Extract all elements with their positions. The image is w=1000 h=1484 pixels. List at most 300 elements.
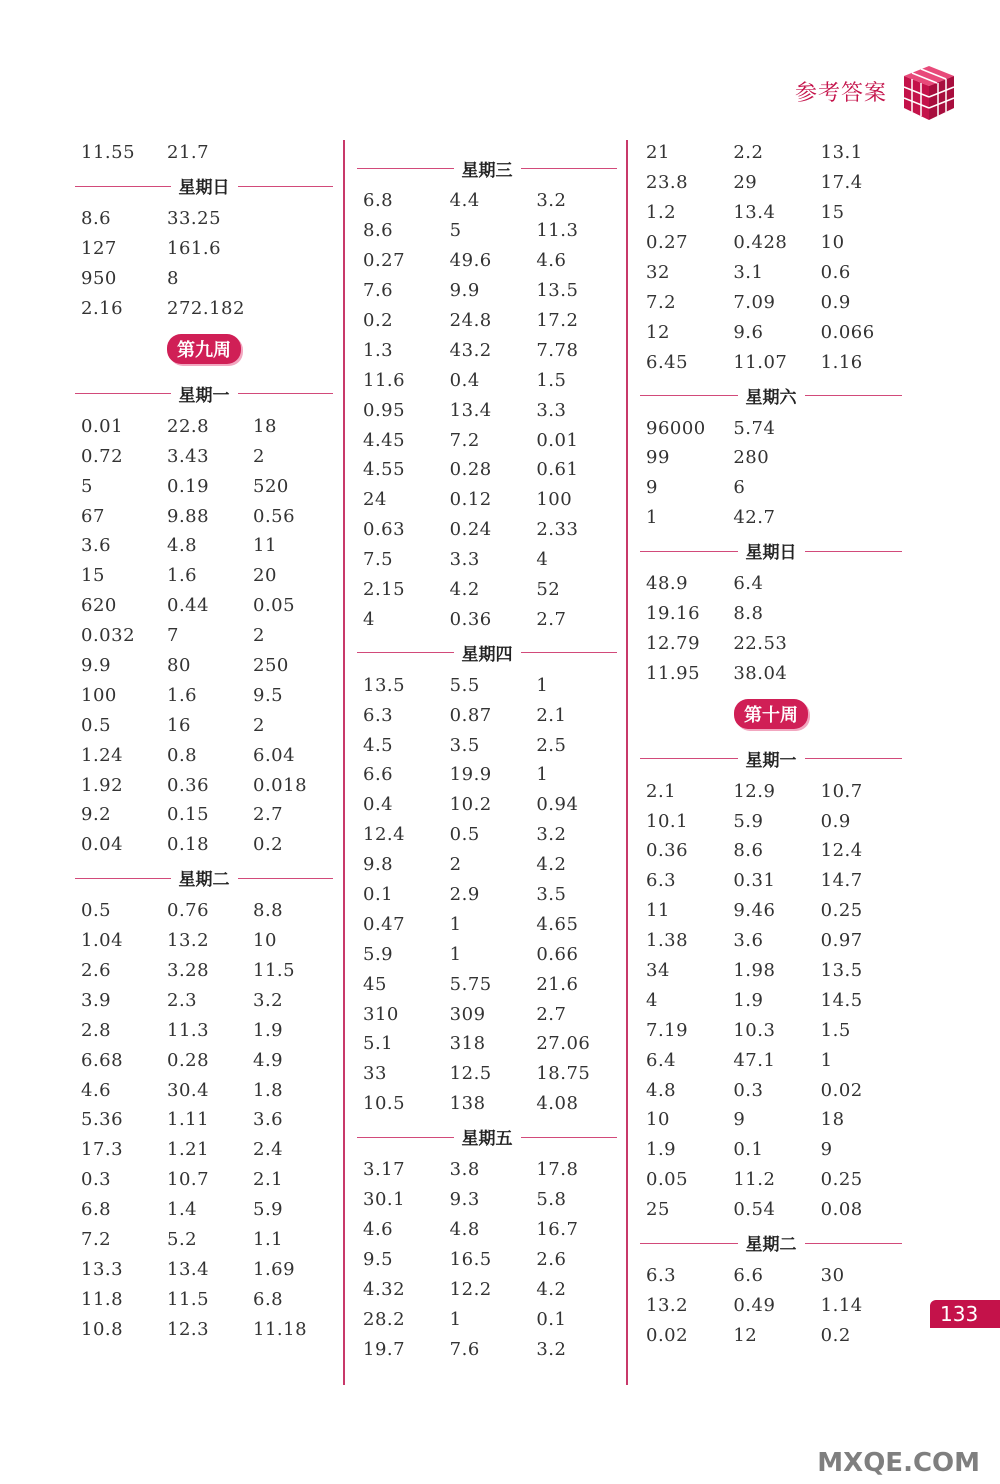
- answer-cell: 1.2: [646, 202, 677, 224]
- answer-row: [75, 985, 333, 1015]
- thursday-rows: [357, 670, 617, 1118]
- answer-cell: 2.6: [81, 960, 112, 982]
- answer-cell: 33: [363, 1063, 387, 1085]
- answer-row: [357, 1274, 617, 1304]
- answer-cell: 5: [81, 475, 93, 497]
- answer-row: [357, 1185, 617, 1215]
- answer-cell: 7.5: [363, 549, 394, 571]
- answer-cell: 0.3: [733, 1079, 764, 1101]
- answer-row: [357, 730, 617, 760]
- watermark-text: MXQE.COM: [817, 1448, 980, 1478]
- answer-row: [640, 138, 902, 168]
- answer-cell: 9.46: [733, 900, 776, 922]
- answer-row: [640, 443, 902, 473]
- answer-cell: 10: [646, 1109, 670, 1131]
- answer-cell: 1.11: [167, 1109, 210, 1131]
- answer-cell: 22.8: [167, 415, 210, 437]
- answer-cell: 3.2: [536, 1338, 567, 1360]
- answer-cell: 1: [536, 764, 549, 786]
- answer-row: [357, 670, 617, 700]
- answer-cell: 4.8: [449, 1218, 480, 1240]
- answer-row: [357, 395, 617, 425]
- answer-cell: 0.4: [363, 794, 394, 816]
- answer-cell: 127: [81, 238, 117, 260]
- answer-cell: 2: [449, 854, 462, 876]
- answer-row: [357, 425, 617, 455]
- answer-cell: 1.98: [733, 960, 776, 982]
- answer-cell: 1.6: [167, 684, 198, 706]
- answer-cell: 0.54: [733, 1199, 776, 1221]
- answer-cell: 6.4: [646, 1049, 677, 1071]
- answer-cell: 950: [81, 268, 117, 290]
- answer-row: [75, 1015, 333, 1045]
- answer-row: [640, 776, 902, 806]
- answer-cell: 0.19: [167, 475, 210, 497]
- answer-row: [75, 740, 333, 770]
- answer-row: [75, 1195, 333, 1225]
- answer-row: [75, 294, 333, 324]
- answer-cell: 20: [253, 565, 277, 587]
- answer-cell: 0.1: [536, 1308, 567, 1330]
- answer-cell: 3.6: [253, 1109, 284, 1131]
- answer-cell: 3.3: [449, 549, 480, 571]
- answer-cell: 1.04: [81, 930, 124, 952]
- answer-cell: 5.75: [449, 973, 492, 995]
- answer-cell: 0.8: [167, 744, 198, 766]
- answer-cell: 19.9: [449, 764, 492, 786]
- answer-cell: 0.9: [820, 291, 851, 313]
- answer-cell: 7.6: [363, 280, 394, 302]
- answer-row: [75, 234, 333, 264]
- answer-cell: 0.9: [820, 810, 851, 832]
- answer-row: [357, 455, 617, 485]
- answer-cell: 21.6: [536, 973, 579, 995]
- answer-cell: 6.3: [363, 704, 394, 726]
- answer-row: [640, 956, 902, 986]
- answer-row: [357, 1155, 617, 1185]
- answer-row: [640, 1015, 902, 1045]
- answer-cell: 161.6: [167, 238, 222, 260]
- answer-cell: 14.7: [820, 870, 863, 892]
- answer-cell: 21.7: [167, 142, 210, 164]
- answer-cell: 12.9: [733, 780, 776, 802]
- answer-cell: 6.68: [81, 1049, 124, 1071]
- answer-row: [75, 926, 333, 956]
- answer-cell: 3.43: [167, 445, 210, 467]
- day-header-monday: 星期一: [640, 740, 902, 776]
- answer-cell: 0.6: [820, 262, 851, 283]
- answer-cell: 0.032: [81, 625, 136, 647]
- answer-cell: 100: [536, 489, 573, 511]
- answer-cell: 9.9: [81, 655, 112, 677]
- answer-cell: 49.6: [449, 250, 492, 272]
- sunday-rows: [75, 204, 333, 324]
- answer-row: [357, 335, 617, 365]
- answer-row: [357, 820, 617, 850]
- answer-row: [640, 985, 902, 1015]
- answer-cell: 0.2: [363, 310, 394, 331]
- answer-cell: 13.5: [536, 280, 579, 302]
- answer-column-1: [75, 138, 333, 1344]
- answer-row: [75, 1255, 333, 1285]
- answer-row: [640, 1320, 902, 1350]
- answer-cell: 5.9: [253, 1199, 284, 1221]
- answer-cell: 17.8: [536, 1159, 579, 1181]
- answer-cell: 11.18: [253, 1318, 308, 1340]
- answer-row: [357, 999, 617, 1029]
- answer-row: [640, 168, 902, 198]
- answer-cell: 2.1: [646, 780, 677, 802]
- answer-cell: 4.9: [253, 1049, 284, 1071]
- answer-cell: 1: [449, 913, 462, 935]
- answer-cell: 0.066: [820, 321, 875, 343]
- answer-cell: 13.2: [646, 1294, 689, 1316]
- answer-cell: 10.3: [733, 1019, 776, 1041]
- answer-cell: 4.4: [449, 190, 480, 212]
- answer-cell: 12.3: [167, 1318, 210, 1340]
- answer-row: [640, 569, 902, 599]
- answer-row: [640, 1165, 902, 1195]
- monday-rows: [640, 776, 902, 1224]
- answer-row: [640, 503, 902, 533]
- answer-cell: 1.14: [820, 1294, 863, 1316]
- answer-row: [357, 216, 617, 246]
- answer-cell: 22.53: [733, 632, 788, 654]
- answer-cell: 1.3: [363, 339, 394, 361]
- answer-cell: 11.5: [253, 960, 296, 982]
- tuesday-rows: [640, 1261, 902, 1351]
- answer-cell: 11: [646, 900, 670, 922]
- answer-cell: 250: [253, 655, 289, 677]
- answer-cell: 272.182: [167, 298, 245, 319]
- answer-cell: 6.3: [646, 1265, 677, 1287]
- answer-cell: 6.8: [253, 1288, 284, 1310]
- answer-cell: 12: [733, 1324, 758, 1346]
- answer-cell: 19.7: [363, 1338, 406, 1360]
- wednesday-rows: [357, 186, 617, 634]
- day-header-tuesday: 星期二: [75, 860, 333, 896]
- day-header-tuesday: 星期二: [640, 1225, 902, 1261]
- answer-cell: 30.1: [363, 1189, 406, 1211]
- answer-cell: 6.4: [733, 573, 764, 595]
- answer-cell: 0.018: [253, 774, 308, 796]
- answer-cell: 4.2: [536, 1278, 567, 1300]
- answer-row: [640, 413, 902, 443]
- answer-cell: 16.7: [536, 1218, 579, 1240]
- answer-row: [357, 575, 617, 605]
- answer-row: [640, 347, 902, 377]
- day-header-saturday: 星期六: [640, 377, 902, 413]
- answer-row: [640, 866, 902, 896]
- answer-row: [357, 1334, 617, 1364]
- answer-cell: 2.15: [363, 579, 406, 601]
- answer-cell: 309: [449, 1003, 486, 1025]
- answer-row: [75, 138, 333, 168]
- answer-cell: 9: [733, 1109, 746, 1131]
- answer-cell: 0.18: [167, 834, 210, 856]
- answer-cell: 1.5: [536, 369, 567, 391]
- answer-cell: 310: [363, 1003, 399, 1025]
- column-divider-2: [626, 140, 628, 1385]
- answer-cell: 2.8: [81, 1019, 112, 1041]
- page-number: 133: [930, 1300, 1000, 1328]
- answer-cell: 3.6: [733, 930, 764, 952]
- answer-row: [357, 790, 617, 820]
- answer-cell: 100: [81, 684, 117, 706]
- answer-cell: 11.8: [81, 1288, 124, 1310]
- answer-row: [640, 628, 902, 658]
- answer-row: [640, 258, 902, 288]
- answer-cell: 12.2: [449, 1278, 492, 1300]
- answer-row: [357, 186, 617, 216]
- answer-row: [357, 700, 617, 730]
- answer-cell: 7.2: [646, 291, 677, 313]
- answer-cell: 48.9: [646, 573, 689, 595]
- column-divider-1: [343, 140, 345, 1385]
- answer-cell: 13.4: [733, 202, 776, 224]
- answer-cell: 16.5: [449, 1248, 492, 1270]
- answer-cell: 12: [646, 321, 670, 343]
- answer-row: [357, 909, 617, 939]
- answer-row: [75, 710, 333, 740]
- answer-cell: 0.01: [81, 415, 124, 437]
- answer-row: [640, 599, 902, 629]
- answer-cell: 67: [81, 505, 105, 527]
- answer-cell: 280: [733, 447, 770, 469]
- answer-cell: 52: [536, 579, 561, 601]
- answer-cell: 0.2: [253, 834, 284, 856]
- answer-cell: 0.94: [536, 794, 579, 816]
- answer-cell: 11: [253, 535, 277, 557]
- answer-cell: 9.8: [363, 854, 394, 876]
- answer-cell: 0.28: [449, 459, 492, 481]
- answer-row: [640, 896, 902, 926]
- answer-cell: 18: [253, 415, 277, 437]
- answer-cell: 34: [646, 960, 670, 982]
- answer-cell: 8.8: [733, 603, 764, 625]
- answer-row: [357, 246, 617, 276]
- answer-row: [640, 1105, 902, 1135]
- answer-cell: 12.4: [820, 840, 863, 862]
- answer-cell: 3.2: [536, 190, 567, 212]
- answer-cell: 0.95: [363, 399, 406, 421]
- answer-row: [75, 1135, 333, 1165]
- answer-cell: 13.1: [820, 142, 863, 164]
- answer-cell: 3.9: [81, 989, 112, 1011]
- answer-cell: 5.36: [81, 1109, 124, 1131]
- answer-cell: 6.3: [646, 870, 677, 892]
- answer-row: [357, 1059, 617, 1089]
- answer-cell: 4.65: [536, 913, 579, 935]
- answer-cell: 10.8: [81, 1318, 124, 1340]
- answer-cell: 0.15: [167, 804, 210, 826]
- answer-row: [640, 198, 902, 228]
- answer-cell: 13.4: [167, 1258, 210, 1280]
- answer-cell: 42.7: [733, 507, 776, 529]
- answer-cell: 0.72: [81, 445, 124, 467]
- answer-cell: 4.32: [363, 1278, 406, 1300]
- answer-cell: 318: [449, 1033, 486, 1055]
- answer-cell: 10.7: [167, 1169, 210, 1191]
- answer-cell: 11.3: [167, 1019, 210, 1041]
- answer-row: [75, 441, 333, 471]
- sunday-rows: [640, 569, 902, 689]
- answer-cell: 5.2: [167, 1229, 198, 1251]
- answer-cell: 10.7: [820, 780, 863, 802]
- answer-cell: 0.05: [253, 595, 296, 617]
- answer-cell: 18: [820, 1109, 845, 1131]
- answer-cell: 11.2: [733, 1169, 776, 1191]
- answer-cell: 4.6: [536, 250, 567, 272]
- answer-row: [640, 836, 902, 866]
- answer-cell: 0.87: [449, 704, 492, 726]
- answer-cell: 0.01: [536, 429, 579, 451]
- answer-cell: 99: [646, 447, 670, 469]
- answer-row: [357, 365, 617, 395]
- answer-cell: 9.5: [363, 1248, 394, 1270]
- answer-cell: 0.49: [733, 1294, 776, 1316]
- answer-cell: 11.55: [81, 142, 136, 164]
- answer-cell: 3.8: [449, 1159, 480, 1181]
- page-header: [0, 0, 1000, 130]
- answer-cell: 8.6: [81, 208, 112, 230]
- answer-row: [75, 471, 333, 501]
- answer-cell: 33.25: [167, 208, 222, 230]
- answer-row: [357, 1029, 617, 1059]
- answer-row: [640, 1045, 902, 1075]
- answer-row: [640, 658, 902, 688]
- week-badge-10: 第十周: [640, 688, 902, 740]
- answer-cell: 0.63: [363, 519, 406, 541]
- answer-cell: 1.4: [167, 1199, 198, 1221]
- answer-row: [640, 1075, 902, 1105]
- answer-cell: 520: [253, 475, 289, 497]
- answer-cell: 2.2: [733, 142, 764, 164]
- saturday-rows: [640, 413, 902, 533]
- answer-cell: 2.7: [536, 1003, 567, 1025]
- continued-rows: [640, 138, 902, 377]
- answer-cell: 0.5: [81, 900, 112, 922]
- answer-cell: 2.1: [253, 1169, 284, 1191]
- answer-cell: 4: [536, 549, 549, 571]
- answer-row: [357, 760, 617, 790]
- answer-cell: 0.05: [646, 1169, 689, 1191]
- answer-cell: 4.6: [363, 1218, 394, 1240]
- answer-row: [75, 1284, 333, 1314]
- answer-cell: 0.28: [167, 1049, 210, 1071]
- answer-cell: 47.1: [733, 1049, 776, 1071]
- answer-cell: 18.75: [536, 1063, 591, 1085]
- answer-cell: 30: [820, 1265, 845, 1287]
- answer-cell: 1.9: [646, 1139, 677, 1161]
- answer-cell: 1.92: [81, 774, 124, 796]
- answer-cell: 4.8: [167, 535, 198, 557]
- answer-cell: 21: [646, 142, 670, 164]
- answer-cell: 2.1: [536, 704, 567, 726]
- answer-cell: 7: [167, 625, 179, 647]
- answer-cell: 12.4: [363, 824, 406, 846]
- answer-cell: 0.25: [820, 900, 863, 922]
- answer-cell: 15: [81, 565, 105, 587]
- answer-cell: 6.6: [363, 764, 394, 786]
- answer-cell: 24.8: [449, 310, 492, 331]
- answer-cell: 3.5: [449, 734, 480, 756]
- answer-cell: 0.12: [449, 489, 492, 511]
- answer-cell: 4: [363, 608, 375, 630]
- answer-cell: 3.1: [733, 262, 764, 283]
- answer-row: [357, 880, 617, 910]
- answer-cell: 9.88: [167, 505, 210, 527]
- answer-row: [75, 651, 333, 681]
- answer-cell: 1.38: [646, 930, 689, 952]
- answer-cell: 96000: [646, 417, 706, 439]
- answer-row: [640, 228, 902, 258]
- answer-cell: 2.6: [536, 1248, 567, 1270]
- answer-cell: 11.5: [167, 1288, 210, 1310]
- day-header-thursday: 星期四: [357, 634, 617, 670]
- answer-row: [640, 806, 902, 836]
- answer-column-3: [640, 138, 902, 1350]
- answer-cell: 7.6: [449, 1338, 480, 1360]
- answer-cell: 0.428: [733, 232, 788, 254]
- answer-cell: 0.76: [167, 900, 210, 922]
- answer-row: [357, 545, 617, 575]
- answer-cell: 4: [646, 989, 658, 1011]
- answer-cell: 0.5: [449, 824, 480, 846]
- answer-row: [357, 276, 617, 306]
- answer-cell: 138: [449, 1093, 486, 1115]
- answer-cell: 13.2: [167, 930, 210, 952]
- answer-cell: 2.7: [253, 804, 284, 826]
- answer-cell: 7.19: [646, 1019, 689, 1041]
- answer-row: [357, 969, 617, 999]
- answer-cell: 3.5: [536, 884, 567, 906]
- answer-row: [75, 621, 333, 651]
- answer-cell: 3.3: [536, 399, 567, 421]
- answer-cell: 14.5: [820, 989, 863, 1011]
- header-title: 参考答案: [795, 81, 888, 106]
- answer-cell: 6.45: [646, 351, 689, 373]
- answer-row: [75, 1165, 333, 1195]
- answer-cell: 12.5: [449, 1063, 492, 1085]
- answer-cell: 1.8: [253, 1079, 284, 1101]
- answer-cell: 11.95: [646, 662, 701, 684]
- answer-cell: 17.2: [536, 310, 579, 331]
- answer-cell: 9.2: [81, 804, 112, 826]
- answer-cell: 0.04: [81, 834, 124, 856]
- answer-cell: 11.07: [733, 351, 788, 373]
- answer-cell: 0.3: [81, 1169, 112, 1191]
- answer-row: [357, 306, 617, 336]
- answer-cell: 1.5: [820, 1019, 851, 1041]
- answer-cell: 8.6: [733, 840, 764, 862]
- answer-cell: 5.1: [363, 1033, 394, 1055]
- answer-row: [357, 604, 617, 634]
- answer-row: [75, 1105, 333, 1135]
- answer-row: [640, 1261, 902, 1291]
- answer-cell: 0.02: [646, 1324, 689, 1346]
- answer-cell: 0.31: [733, 870, 776, 892]
- answer-cell: 5.74: [733, 417, 776, 439]
- answer-cell: 24: [363, 489, 387, 511]
- answer-cell: 4.8: [646, 1079, 677, 1101]
- answer-row: [75, 411, 333, 441]
- answer-cell: 3.2: [253, 989, 284, 1011]
- answer-row: [75, 591, 333, 621]
- gift-cube-icon: [900, 62, 958, 124]
- answer-cell: 45: [363, 973, 387, 995]
- answer-cell: 13.5: [363, 674, 406, 696]
